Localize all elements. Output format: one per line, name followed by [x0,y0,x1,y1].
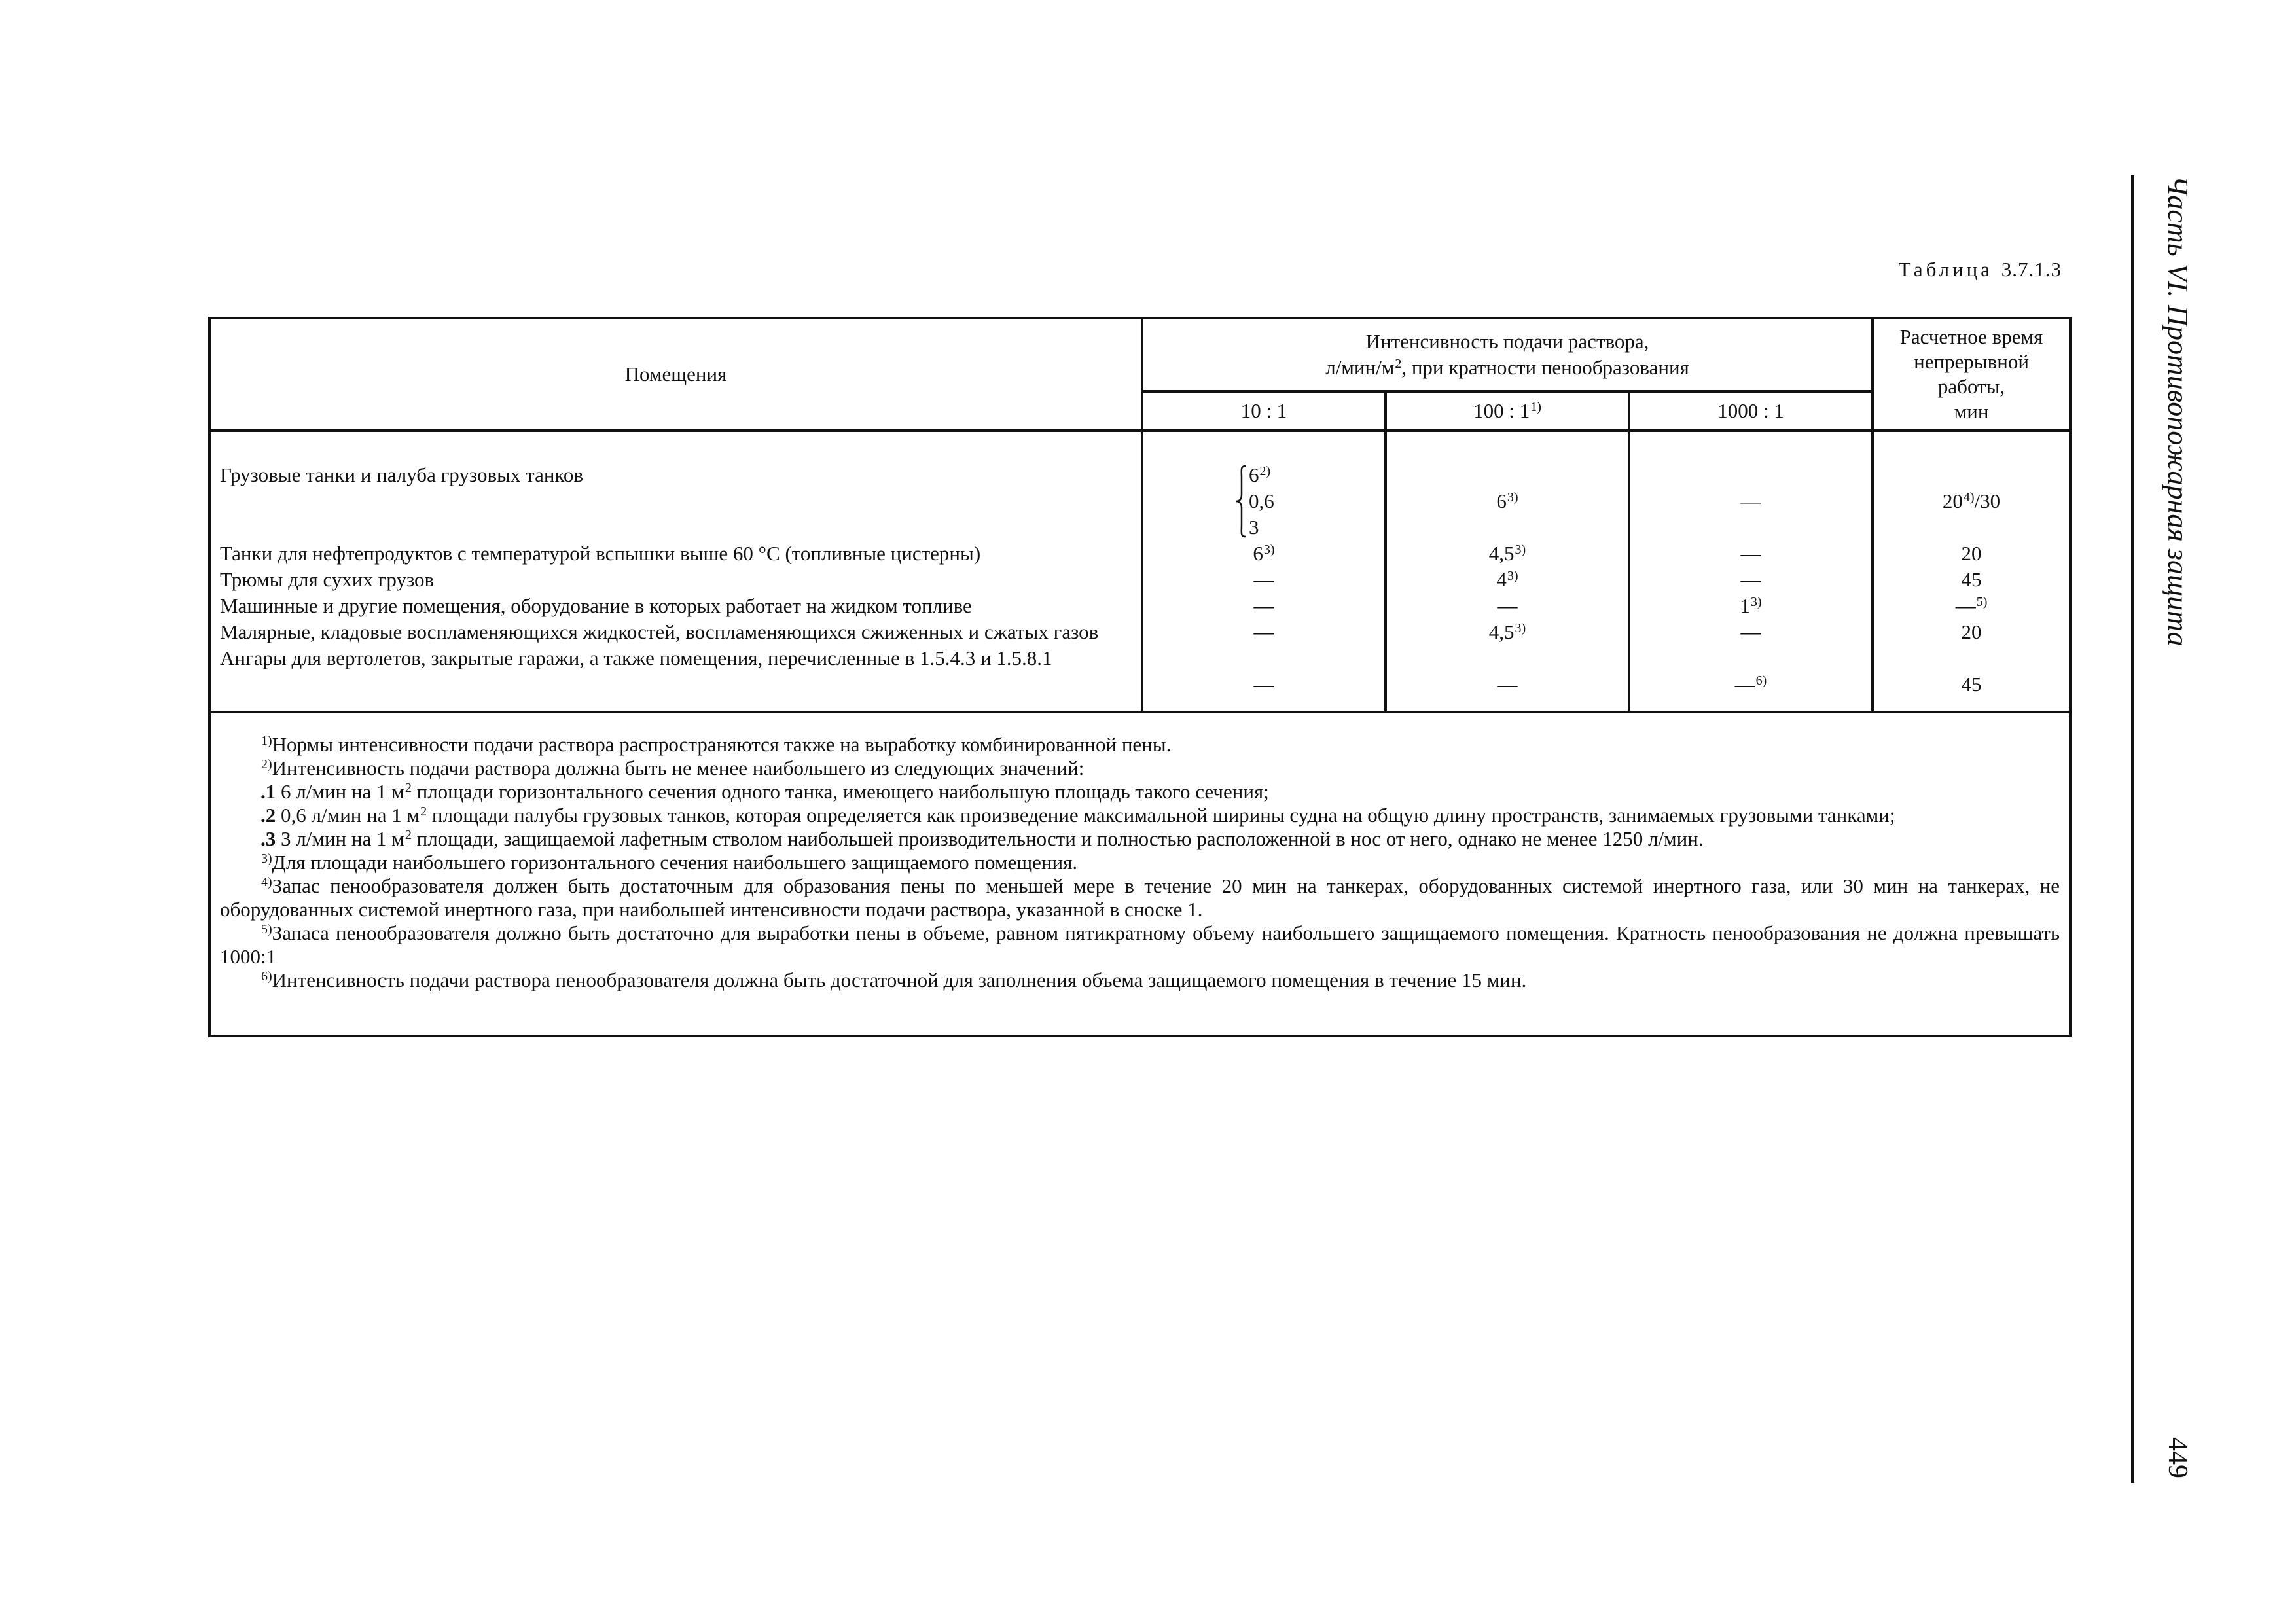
row-5-r1000 [1630,671,1871,698]
header-duration-line-1: Расчетное время [1899,325,2043,348]
footnote-2-item-3 [220,827,2060,851]
footnote-2-item-2-sup: 2 [420,804,427,819]
col-ratio-100 [1386,431,1629,712]
header-duration [1873,318,2070,431]
header-duration-line-4: мин [1954,400,1989,423]
row-1-r100-text: 4,5 [1488,542,1515,565]
row-2-r100-text: 4 [1496,568,1507,591]
running-head: Часть VI. Противопожарная защита [2162,175,2194,647]
table-label-number: 3.7.1.3 [2001,258,2062,281]
brace-values [1249,462,1274,541]
row-0-r100-sup: 3) [1507,490,1518,505]
row-4-time: 20 [1961,620,1982,643]
brace-value-0 [1249,462,1274,488]
header-ratio-100 [1386,391,1629,431]
row-1-r100-sup: 3) [1515,543,1526,557]
footnote-2-item-2-num: .2 [260,804,276,827]
table-label [1806,258,2062,281]
row-0-r10 [1143,462,1384,541]
footnote-2-item-2-a: 0,6 л/мин на 1 м [276,804,420,827]
row-3-r1000 [1630,593,1871,619]
header-ratio-10-text: 10 : 1 [1240,399,1287,422]
row-0-time-suffix: /30 [1974,490,2001,512]
footnote-2-item-3-a: 3 л/мин на 1 м [276,827,404,850]
row-1-r10 [1143,541,1384,567]
footnote-2-item-2-b: площади палубы грузовых танков, которая определяется как произведение максимальной ширины судна на общую длину пространств, занимаемых грузовыми танками; [427,804,1895,827]
row-0-r100-text: 6 [1496,490,1507,512]
footnote-3-marker: 3) [261,851,272,866]
row-name-0-text: Грузовые танки и палуба грузовых танков [220,463,584,486]
footnote-2-item-1-a: 6 л/мин на 1 м [276,780,404,803]
header-intensity [1142,318,1873,391]
row-0-r1000: — [1740,490,1761,512]
row-4-r100-text: 4,5 [1488,620,1515,643]
header-ratio-1000 [1629,391,1873,431]
row-5-r100: — [1497,673,1518,696]
footnote-5-text: Запаса пенообразователя должно быть достаточно для выработки пены в объеме, равном пятикратному объему наибольшего защищаемого помещения. Кратность пенообразования не должна превышать 1000:1 [220,921,2060,968]
notes-row [209,712,2070,1036]
col-rooms [209,431,1142,712]
row-3-r100: — [1497,594,1518,617]
brace-value-1: 0,6 [1249,490,1274,512]
footnote-3-text: Для площади наибольшего горизонтального сечения наибольшего защищаемого помещения. [272,851,1078,874]
footnote-1 [220,733,2060,757]
footnote-6 [220,969,2060,992]
footnote-5 [220,921,2060,969]
row-0-time [1874,462,2069,541]
row-2-r100-sup: 3) [1507,569,1518,583]
row-5-r1000-sup: 6) [1755,673,1767,688]
footnote-2-text: Интенсивность подачи раствора должна быть не менее наибольшего из следующих значений: [272,757,1085,779]
row-3-r1000-sup: 3) [1750,595,1762,609]
header-ratio-1000-text: 1000 : 1 [1717,399,1784,422]
header-intensity-unit-sup: 2 [1395,357,1402,371]
row-3-r1000-text: 1 [1740,594,1750,617]
header-ratio-10 [1142,391,1386,431]
header-intensity-tail: , при кратности пенообразования [1401,356,1689,379]
header-ratio-100-text: 100 : 1 [1473,399,1530,422]
curly-brace-icon [1234,465,1247,538]
row-3-r10: — [1253,594,1274,617]
col-ratio-1000 [1629,431,1873,712]
row-4-r1000: — [1740,620,1761,643]
row-2-time: 45 [1961,568,1982,591]
footnote-2-item-2 [220,804,2060,827]
row-5-time: 45 [1961,673,1982,696]
footnote-1-marker: 1) [261,734,272,748]
header-ratio-100-sup: 1) [1530,400,1541,414]
footnote-2-item-1-num: .1 [260,780,276,803]
row-3-time-text: — [1955,594,1976,617]
header-rooms [209,318,1142,431]
footnote-3 [220,851,2060,874]
table-label-word: Таблица [1898,258,1993,281]
footnote-4-text: Запас пенообразователя должен быть достаточным для образования пены по меньшей мере в течение 20 мин на танкерах, оборудованных системой инертного газа, или 30 мин на танкерах, не оборудованных системой инертного газа, при наибольшей интенсивности подачи раствора, указанной в сноске 1. [220,874,2060,921]
row-name-0 [220,462,1132,541]
row-1-time: 20 [1961,542,1982,565]
col-ratio-10 [1142,431,1386,712]
row-1-r1000: — [1740,542,1761,565]
row-2-r1000: — [1740,568,1761,591]
footnotes [209,712,2070,1036]
brace-value-0-text: 6 [1249,463,1259,486]
footnote-2-marker: 2) [261,757,272,772]
header-intensity-line2 [1143,355,1871,381]
row-5-r10: — [1253,673,1274,696]
row-name-5: Ангары для вертолетов, закрытые гаражи, а также помещения, перечисленные в 1.5.4.3 и 1.5.8.1 [220,647,1052,669]
footnote-2-item-3-sup: 2 [404,828,412,842]
footnote-4 [220,874,2060,921]
foam-intensity-table [208,317,2072,1037]
row-name-1: Танки для нефтепродуктов с температурой вспышки выше 60 °С (топливные цистерны) [220,542,981,565]
row-4-r100 [1387,619,1628,671]
row-5-r1000-text: — [1734,673,1755,696]
header-duration-line-2: непрерывной [1914,350,2029,373]
row-3-time-sup: 5) [1976,595,1988,609]
row-1-r10-sup: 3) [1263,543,1275,557]
footnote-2-item-1-b: площади горизонтального сечения одного танка, имеющего наибольшую площадь такого сечения; [411,780,1269,803]
col-duration [1873,431,2070,712]
footnote-2 [220,757,2060,780]
footnote-2-item-1 [220,780,2060,804]
footnote-5-marker: 5) [261,922,272,936]
page-number: 449 [2162,1437,2193,1478]
footnote-2-item-1-sup: 2 [404,781,412,795]
row-1-r100 [1387,541,1628,567]
header-row [209,318,2070,391]
header-intensity-unit: л/мин/м [1325,356,1395,379]
footnote-6-marker: 6) [261,969,272,984]
footnote-6-text: Интенсивность подачи раствора пенообразователя должна быть достаточной для заполнения объема защищаемого помещения в течение 15 мин. [272,969,1527,991]
row-name-4: Малярные, кладовые воспламеняющихся жидкостей, воспламеняющихся сжиженных и сжатых газов [220,620,1099,643]
body-row [209,431,2070,712]
header-rooms-text: Помещения [624,363,727,385]
brace-value-0-sup: 2) [1259,464,1271,478]
brace-value-2: 3 [1249,516,1259,539]
row-4-r10: — [1253,620,1274,643]
footnote-2-item-3-num: .3 [260,827,276,850]
row-3-time [1874,593,2069,619]
row-2-r10: — [1253,568,1274,591]
row-0-time-text: 20 [1942,490,1963,512]
side-rule [2131,175,2134,1483]
footnote-4-marker: 4) [261,875,272,889]
row-name-2: Трюмы для сухих грузов [220,568,435,591]
footnote-1-text: Нормы интенсивности подачи раствора распространяются также на выработку комбинированной пены. [272,733,1172,756]
row-0-time-sup: 4) [1963,490,1975,505]
brace-group [1234,462,1293,541]
row-0-r100 [1387,462,1628,541]
header-intensity-line1: Интенсивность подачи раствора, [1365,330,1649,353]
row-2-r100 [1387,567,1628,593]
row-name-3: Машинные и другие помещения, оборудование в которых работает на жидком топливе [220,594,972,617]
header-duration-line-3: работы, [1937,375,2005,398]
row-4-r100-sup: 3) [1515,621,1526,635]
row-1-r10-text: 6 [1253,542,1263,565]
footnote-2-item-3-b: площади, защищаемой лафетным стволом наибольшей производительности и полностью расположенной в нос от него, однако не менее 1250 л/мин. [411,827,1704,850]
